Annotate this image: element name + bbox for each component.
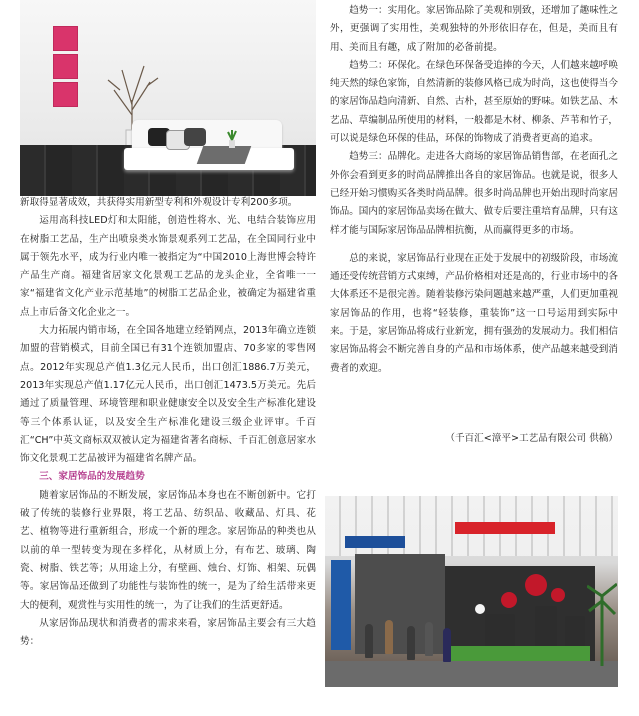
paragraph: 新取得显著成效，共获得实用新型专利和外观设计专利200多项。 <box>20 197 298 208</box>
right-column <box>330 2 618 378</box>
exhibition-photo <box>325 496 618 687</box>
paragraph: 从家居饰品现状和消费者的需求来看，家居饰品主要会有三大趋势： <box>20 617 316 648</box>
palm-plant-icon <box>587 556 617 666</box>
paragraph: 大力拓展内销市场，在全国各地建立经销网点，2013年确立连锁加盟的营销模式，目前全国已有31个连锁加盟店、70多家的零售网点。2012年实现总产值1.3亿元人民币，出口创汇1886.7万美元，2013年实现总产值1.17亿元人民币，出口创汇1473.5万美元。先后通过了质量管理、环境管理和职业健康安全以及安全生产标准化建设等三个体系认证，以及安全生产标准化建设三级企业评审。千百汇“CH”中英文商标双双被认定为福建省著名商标、千百汇创意居家水饰文化景观工艺品被评为福建省名牌产品。 <box>20 325 316 465</box>
paragraph: 趋势一：实用化。家居饰品除了美观和别致，还增加了趣味性之外，更强调了实用性，美观独特的外形依旧存在，但是，美而且有用、美而且有趣，成了附加的必备前提。 <box>330 5 618 53</box>
living-room-photo <box>20 0 316 196</box>
paragraph: 趋势三：品牌化。走进各大商场的家居饰品销售部，在老面孔之外你会看到更多的时尚品牌推出各自的家居饰品。也就是说，很多人已经开始习惯购买各类时尚品牌。很多时尚品牌也开始出现时尚家居饰品。国内的家居饰品卖场在做大、做专后要注重培育品牌，只有这样才能与国际家居饰品品牌相抗衡，从而赢得更多的市场。 <box>330 151 618 236</box>
paragraph: 趋势二：环保化。在绿色环保备受追捧的今天，人们越来越呼唤纯天然的绿色家饰，自然清新的装修风格已成为时尚，这也使得当今的家居饰品趋向清新、自然、古朴，甚至原始的野味。如铁艺品、木艺品、草编制品所使用的材料，一般都是木材、柳条、芦苇和竹子，可以说是绿色环保的佳品，环保的饰物成了消费者更高的追求。 <box>330 59 618 145</box>
left-column <box>20 0 316 651</box>
plant-icon <box>225 130 239 148</box>
paragraph: 总的来说，家居饰品行业现在正处于发展中的初级阶段，市场流通还受传统营销方式束缚，产品价格相对还是高的，行业市场中的各大体系还不是很完善。随着装修污染问题越来越严重，人们更加重视家居饰品的作用，也将“轻装修，重装饰”这一口号运用到实际中来。于是，家居饰品将成行业新宠，拥有强劲的发展动力。我们相信家居饰品将会不断完善自身的产品和市场体系，使产品越来越受到消费者的欢迎。 <box>330 252 618 374</box>
section-title: 三、家居饰品的发展趋势 <box>39 471 145 483</box>
paragraph: 随着家居饰品的不断发展，家居饰品本身也在不断创新中。它打破了传统的装修行业界限，将工艺品、纺织品、收藏品、灯具、花艺、植物等进行重新组合，形成一个新的理念。家居饰品的种类也从以前的单一型转变为现在多样化，从材质上分，有布艺、玻璃、陶瓷、树脂、铁艺等；从用途上分，有壁画、烛台、灯饰、相架、玩偶等。家居饰品还做到了功能性与装饰性的统一，是为了给生活带来更大的便利，观赏性与实用性的统一，为了让我们的生活更舒适。 <box>20 489 316 611</box>
paragraph: 运用高科技LED灯和太阳能，创造性将水、光、电结合装饰应用在树脂工艺品，生产出喷泉类水饰景观系列工艺品，在全国同行业中属于领先水平，成为行业内唯一被指定为“中国2010上海世博会特许产品生产商。福建省居家文化景观工艺品的龙头企业，全省唯一一家“福建省文化产业示范基地”的树脂工艺品企业，被确定为福建省重点上市后备文化企业之一。 <box>20 215 316 318</box>
credit-line: （千百汇<漳平>工艺品有限公司 供稿） <box>445 433 618 444</box>
